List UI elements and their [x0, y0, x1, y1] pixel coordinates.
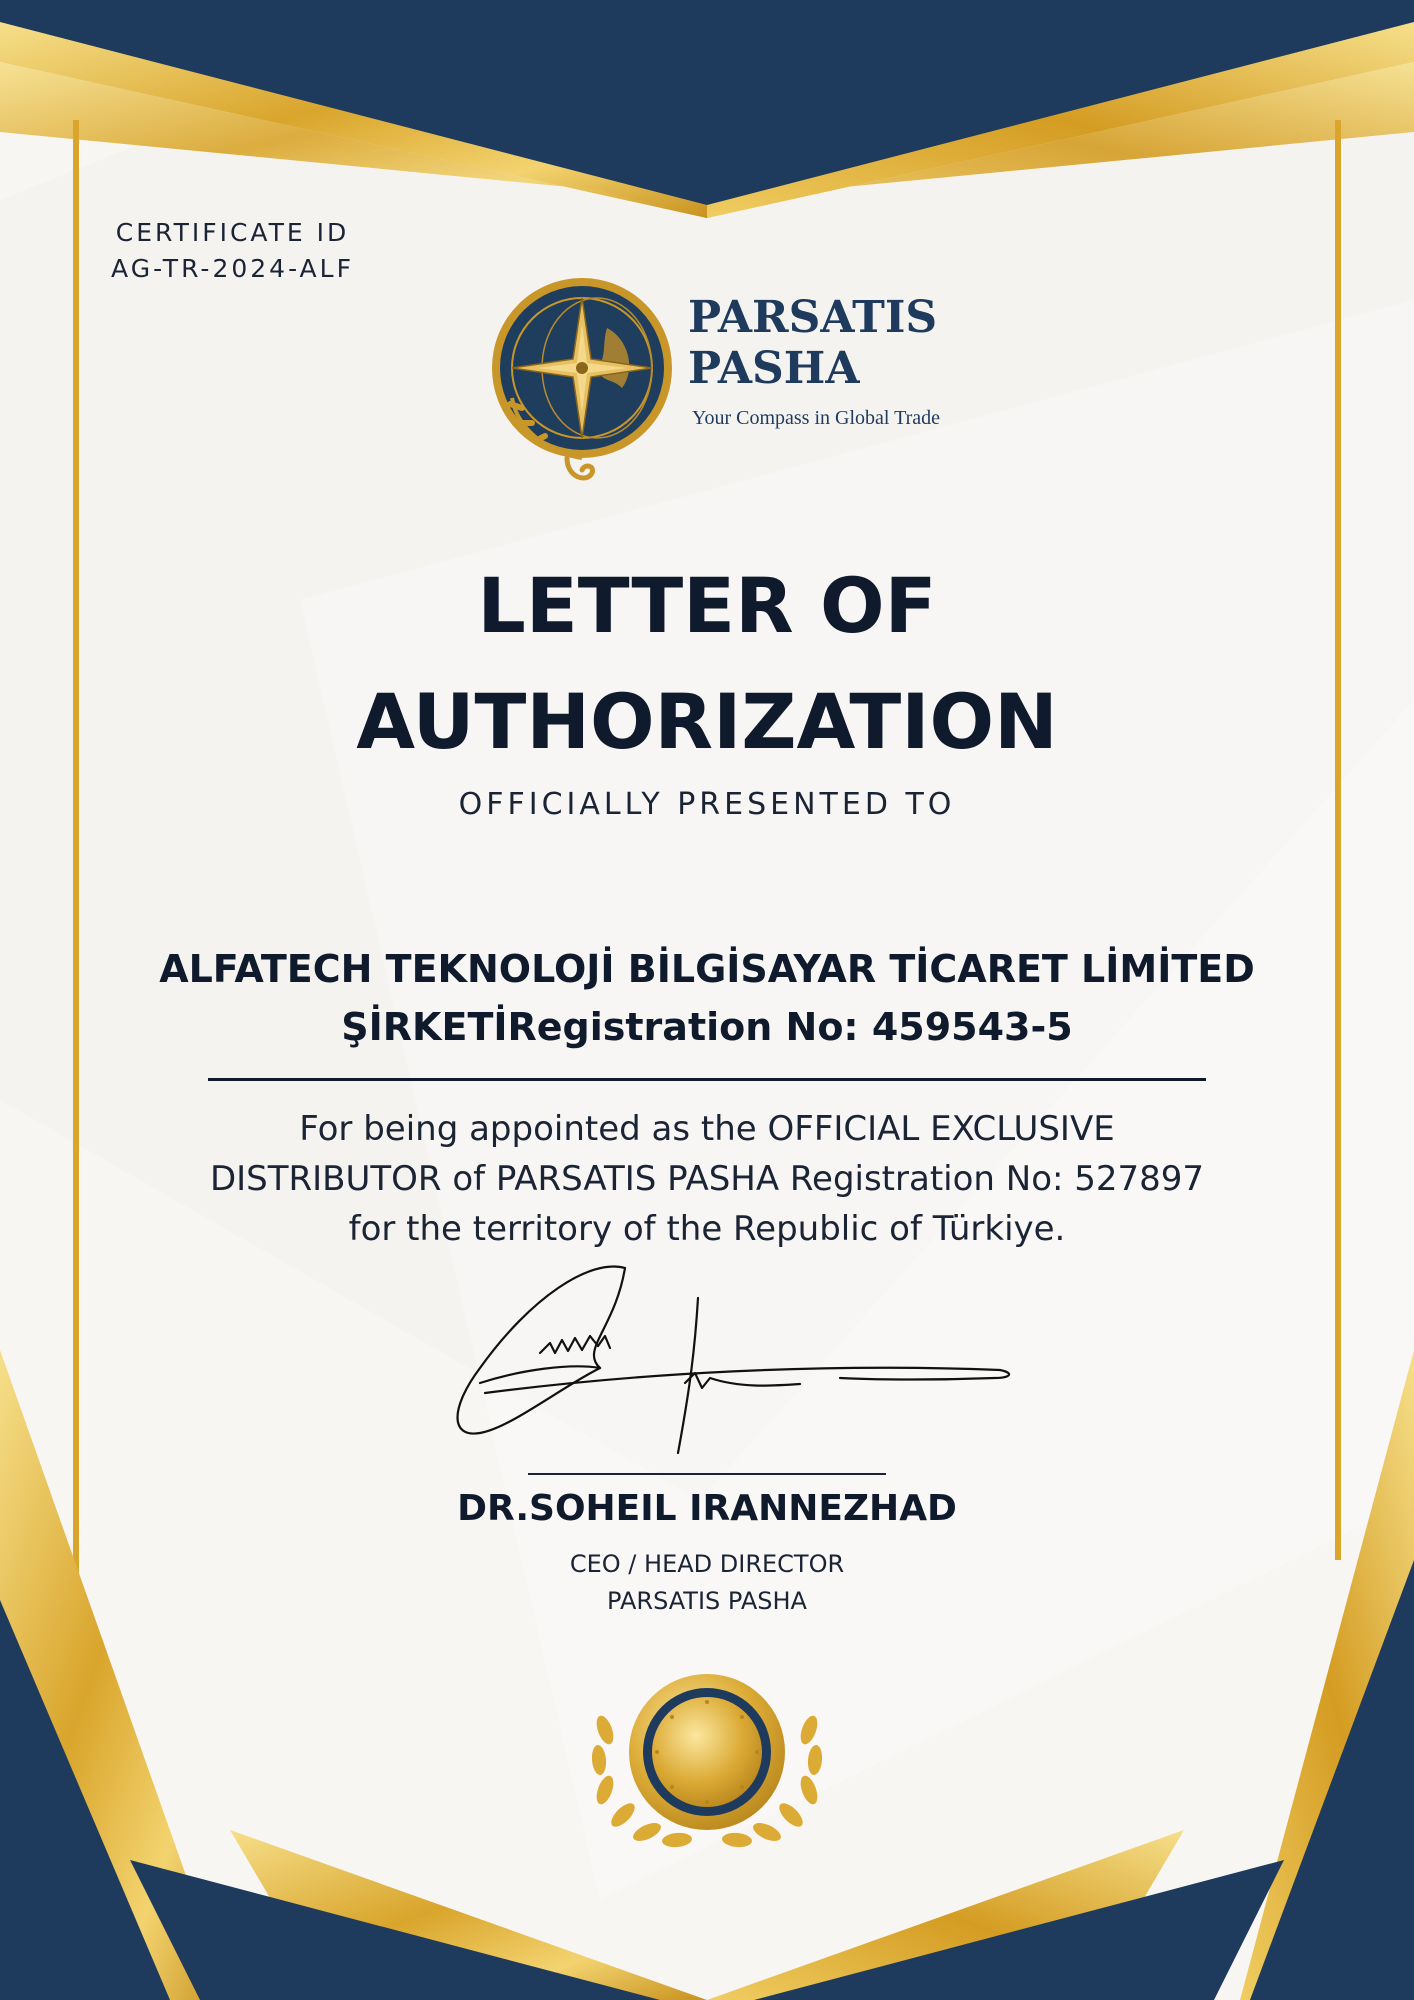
recipient-divider	[208, 1078, 1206, 1081]
recipient-line2: ŞİRKETİRegistration No: 459543-5	[341, 1005, 1073, 1049]
signatory-name: DR.SOHEIL IRANNEZHAD	[457, 1488, 957, 1529]
document-title	[0, 548, 1414, 780]
handwritten-signature	[440, 1258, 1030, 1458]
brand-tagline: Your Compass in Global Trade	[692, 407, 940, 429]
signature-line	[528, 1473, 886, 1475]
brand-name-line2: PASHA	[688, 343, 860, 394]
signatory-role: CEO / HEAD DIRECTOR	[569, 1550, 845, 1578]
recipient-name	[140, 940, 1274, 1056]
statement-line1: For being appointed as the OFFICIAL EXCLUSIVE	[299, 1109, 1115, 1149]
certificate-id-value: AG-TR-2024-ALF	[111, 254, 354, 283]
brand-name-line1: PARSATIS	[688, 292, 938, 343]
signatory-organization: PARSATIS PASHA	[607, 1587, 807, 1615]
certificate-id-label: CERTIFICATE ID	[115, 218, 350, 247]
statement-line2: DISTRIBUTOR of PARSATIS PASHA Registration No: 527897	[209, 1159, 1205, 1199]
gold-medal-seal-icon	[585, 1660, 829, 1860]
presented-to-label: OFFICIALLY PRESENTED TO	[458, 787, 956, 822]
statement-line3: for the territory of the Republic of Türkiye.	[348, 1209, 1066, 1249]
recipient-line1: ALFATECH TEKNOLOJİ BİLGİSAYAR TİCARET LİMİTED	[159, 947, 1255, 991]
authorization-statement	[150, 1104, 1264, 1254]
title-line2: AUTHORIZATION	[356, 677, 1058, 766]
compass-globe-logo-icon	[487, 268, 677, 508]
title-line1: LETTER OF	[477, 561, 937, 650]
